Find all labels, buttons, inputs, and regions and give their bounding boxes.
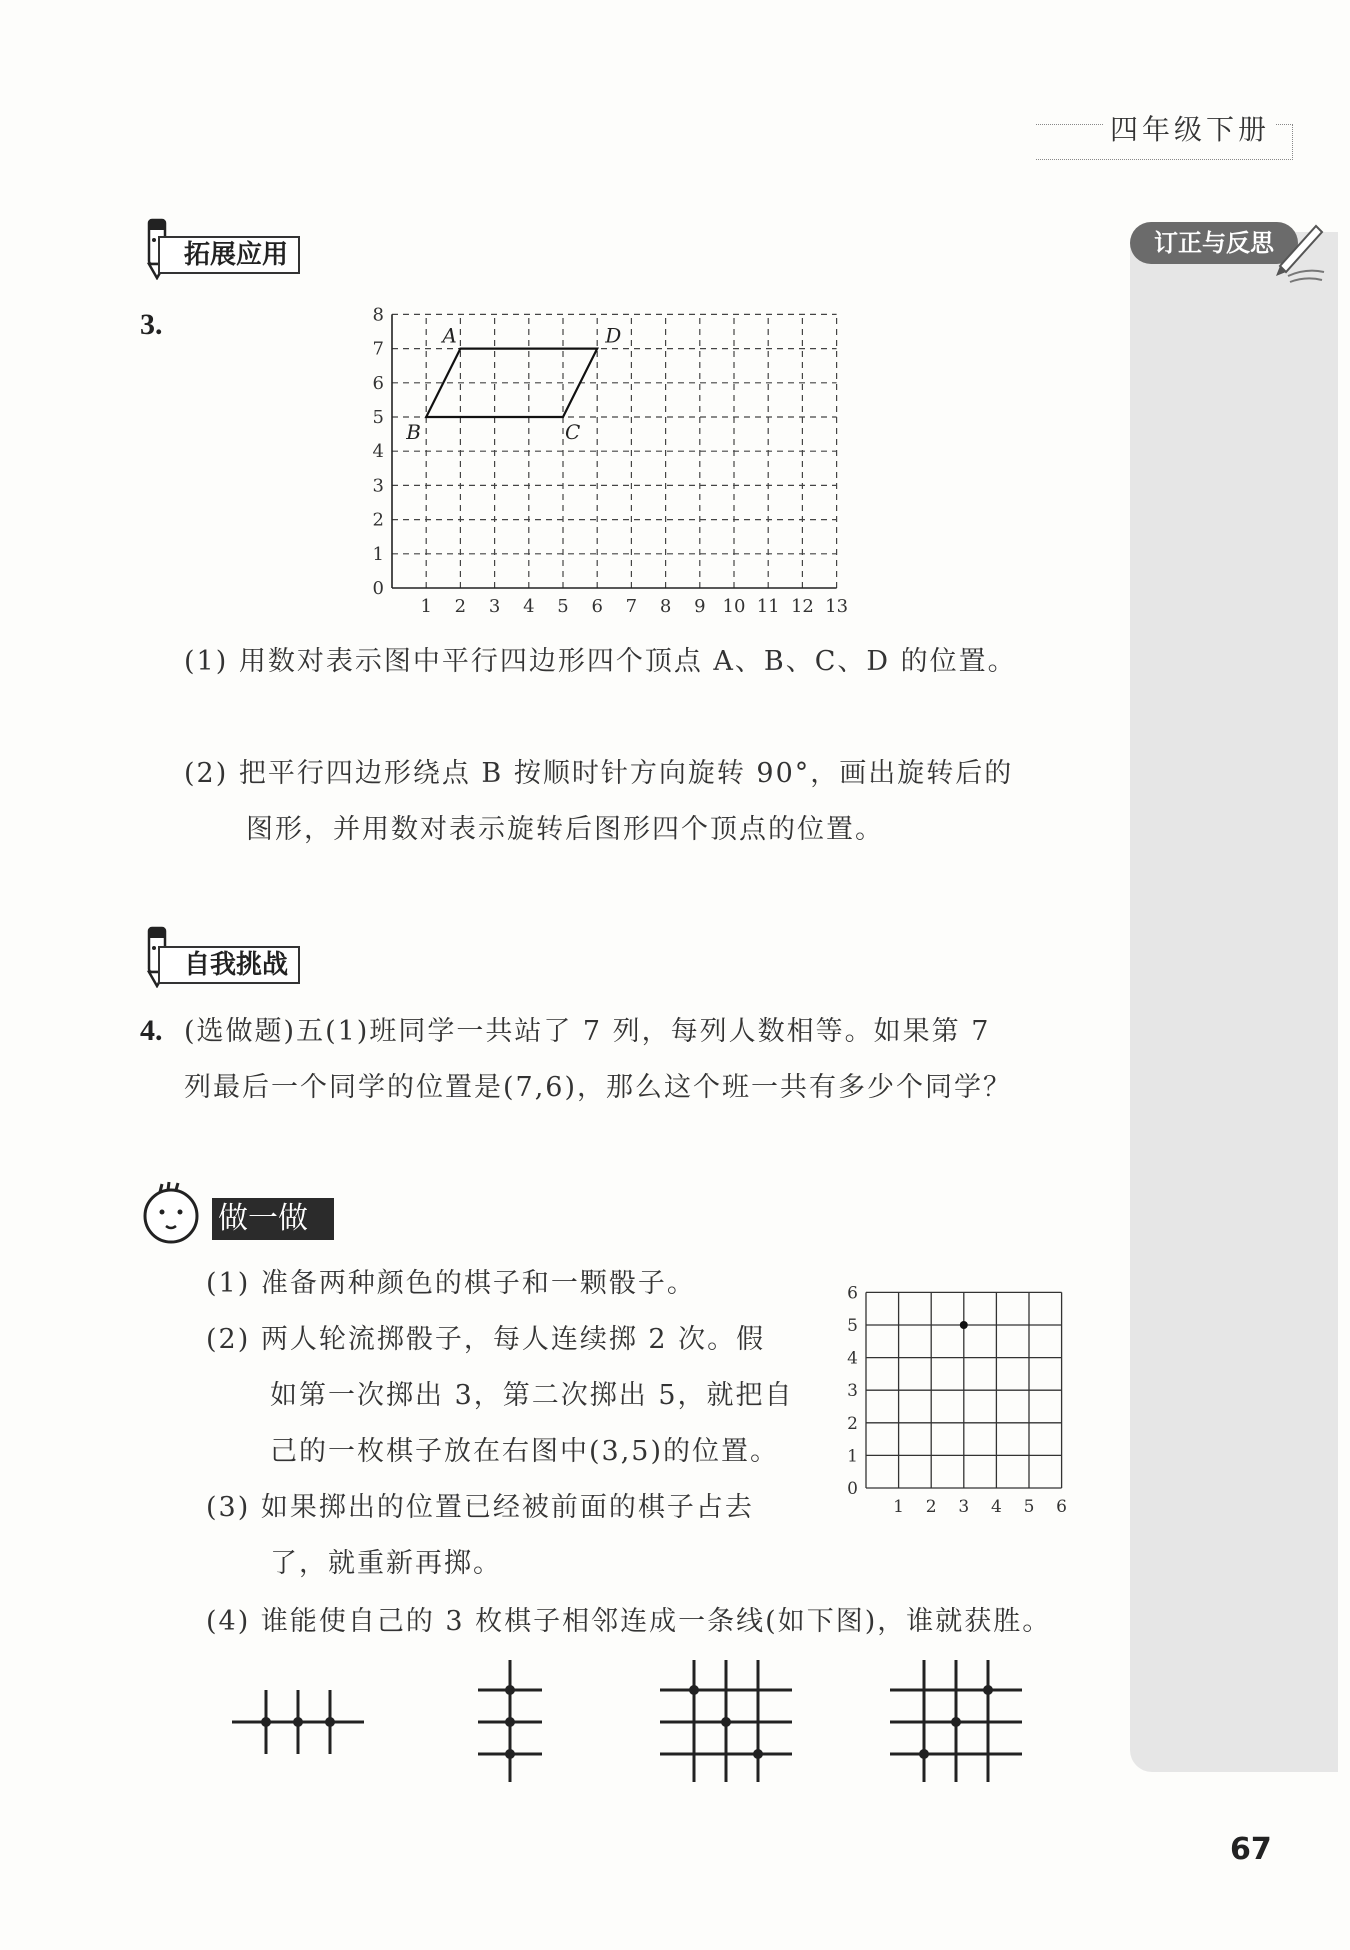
board-y-tick: 4 [847,1348,858,1369]
y-tick-label: 1 [372,543,384,565]
question-4-line-2: 列最后一个同学的位置是(7,6)，那么这个班一共有多少个同学？ [184,1072,1013,1103]
x-tick-label: 8 [659,596,672,617]
win-pattern-vertical [470,1656,550,1786]
x-tick-label: 10 [722,596,746,617]
board-x-tick: 2 [925,1497,937,1517]
x-tick-label: 4 [523,596,535,617]
activity-step-4: (4) 谁能使自己的 3 枚棋子相邻连成一条线(如下图)，谁就获胜。 [206,1606,1052,1637]
x-tick-label: 11 [756,596,780,617]
question-part-2-line-2: 图形，并用数对表示旋转后图形四个顶点的位置。 [246,814,884,845]
y-tick-label: 4 [372,441,384,463]
board-x-tick: 1 [893,1497,905,1517]
question-number: 3. [140,308,163,341]
vertex-label: A [442,323,457,348]
board-x-tick: 5 [1023,1497,1035,1517]
board-y-tick: 0 [847,1479,858,1499]
x-tick-label: 9 [694,596,706,617]
board-y-tick: 1 [847,1446,858,1467]
activity-step-2-cont: 己的一枚棋子放在右图中(3,5)的位置。 [270,1436,780,1467]
vertex-label: D [605,323,622,348]
activity-step-3-cont: 了，就重新再掷。 [270,1548,502,1579]
pencil-writing-icon [1266,214,1330,284]
y-tick-label: 3 [372,475,384,497]
x-tick-label: 3 [488,596,501,617]
board-y-tick: 3 [847,1381,858,1402]
x-tick-label: 5 [557,596,569,617]
coordinate-grid [360,300,860,630]
win-pattern-diagonal-down [656,1656,796,1786]
vertex-label: C [565,420,581,444]
activity-step-2: (2) 两人轮流掷骰子，每人连续掷 2 次。假 [206,1324,766,1355]
smiling-face-icon [138,1180,204,1246]
x-tick-label: 12 [790,596,814,617]
win-pattern-diagonal-up [886,1656,1026,1786]
board-x-tick: 4 [990,1497,1002,1517]
section-title-extend: 拓展应用 [158,236,300,274]
game-board-grid [836,1276,1086,1526]
section-title-doit: 做一做 [212,1198,334,1240]
correction-tab: 订正与反思 [1130,222,1298,264]
board-x-tick: 3 [958,1497,970,1517]
x-tick-label: 1 [420,596,432,617]
activity-step-2-cont: 如第一次掷出 3，第二次掷出 5，就把自 [270,1380,794,1411]
activity-step-1: (1) 准备两种颜色的棋子和一颗骰子。 [206,1268,696,1299]
y-tick-label: 8 [372,304,384,326]
y-tick-label: 2 [372,509,384,531]
board-x-tick: 6 [1056,1497,1068,1517]
x-tick-label: 2 [454,596,467,617]
grade-label: 四年级下册 [1104,108,1276,148]
section-title-challenge: 自我挑战 [158,946,300,984]
board-y-tick: 2 [847,1413,858,1434]
win-pattern-horizontal [228,1656,368,1786]
x-tick-label: 13 [825,596,849,617]
y-tick-label: 7 [372,338,384,360]
activity-step-3: (3) 如果掷出的位置已经被前面的棋子占去 [206,1492,754,1523]
x-tick-label: 6 [591,596,603,617]
y-tick-label: 6 [372,372,384,394]
correction-panel [1130,232,1338,1772]
y-tick-label: 5 [372,407,384,428]
board-y-tick: 6 [847,1283,858,1304]
question-part-1: (1) 用数对表示图中平行四边形四个顶点 A、B、C、D 的位置。 [184,646,1017,677]
question-number: 4. [140,1014,163,1047]
x-tick-label: 7 [625,596,638,617]
vertex-label: B [406,420,421,444]
board-point [960,1321,968,1329]
question-part-2-line-1: (2) 把平行四边形绕点 B 按顺时针方向旋转 90°，画出旋转后的 [184,758,1014,789]
y-tick-label: 0 [372,578,384,599]
board-y-tick: 5 [847,1316,858,1336]
question-4-line-1: (选做题)五(1)班同学一共站了 7 列，每列人数相等。如果第 7 [184,1016,991,1047]
page-number: 67 [1230,1832,1272,1867]
